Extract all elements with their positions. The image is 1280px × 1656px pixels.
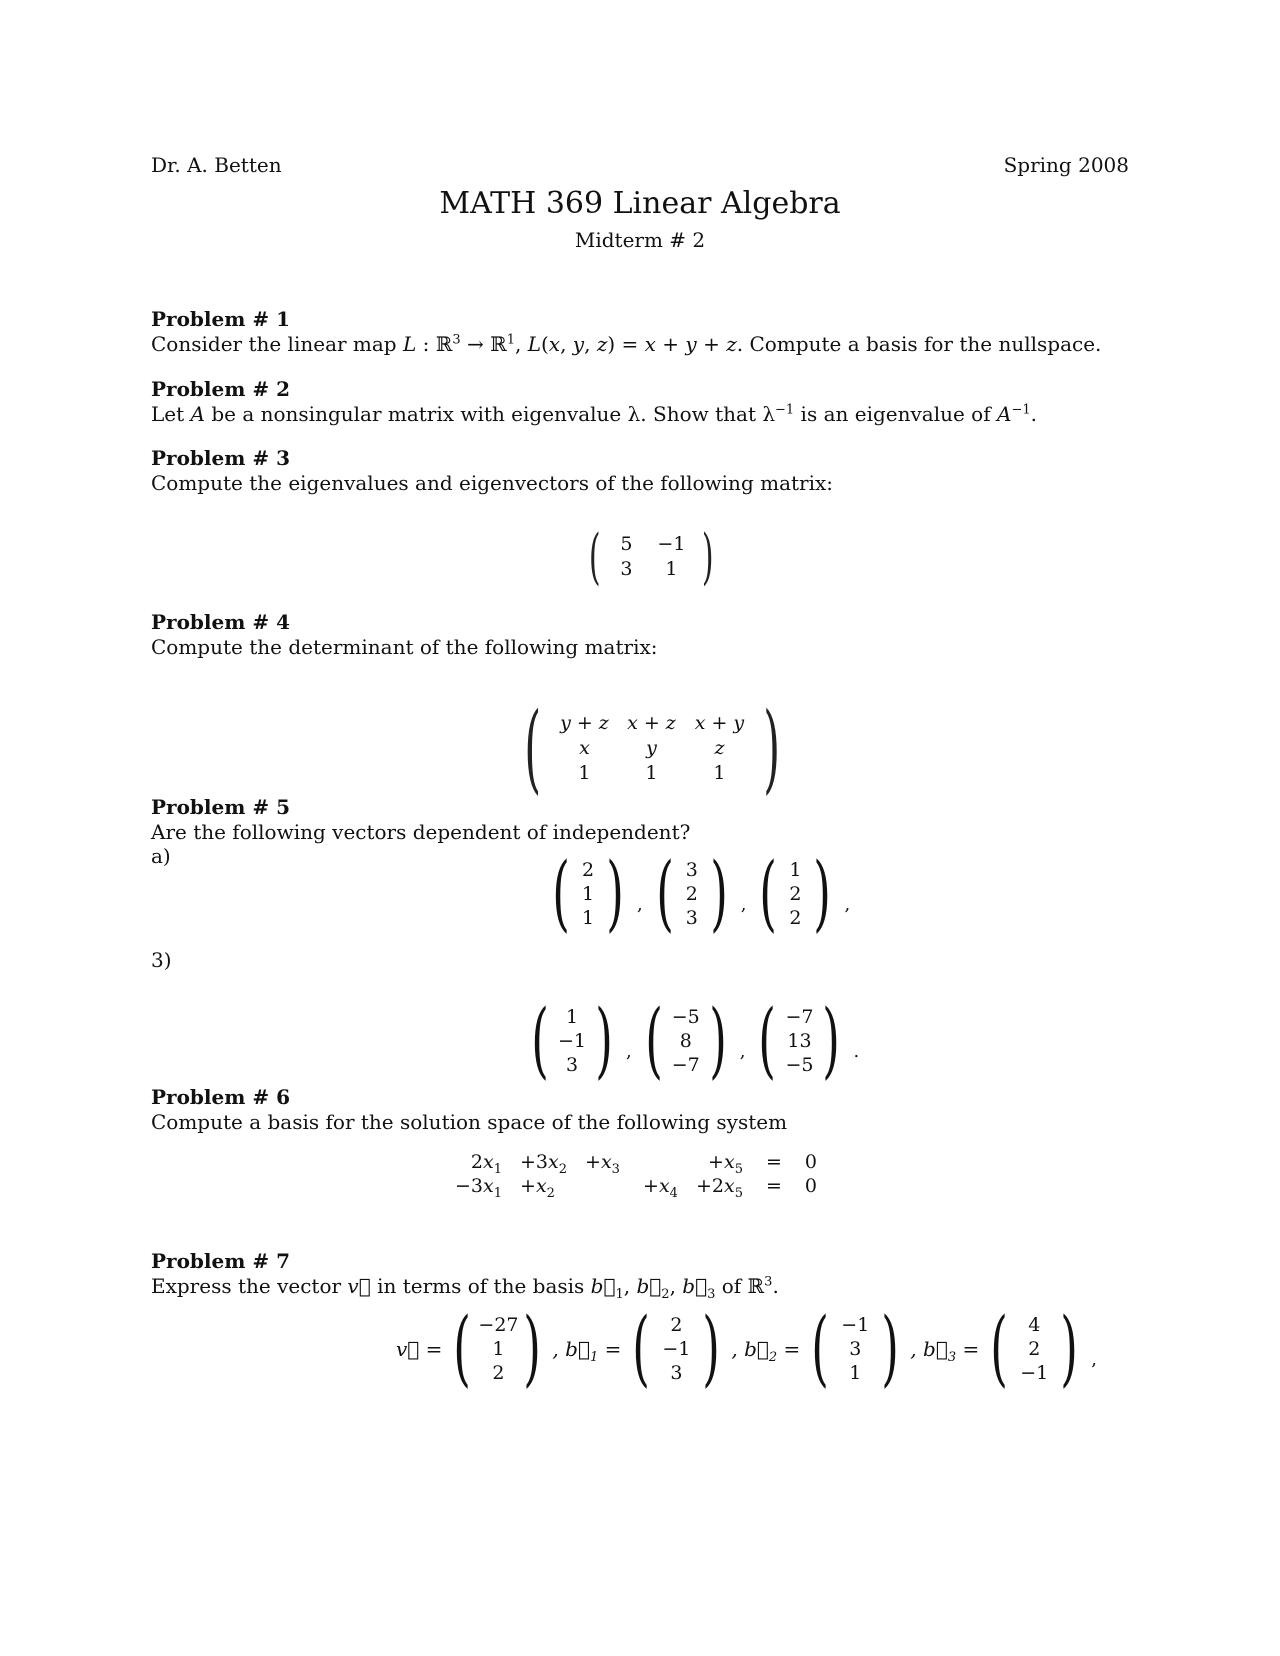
matrix-cell: 3 <box>620 558 633 580</box>
p3-matrix <box>583 522 720 592</box>
p5b-vectors <box>524 993 865 1088</box>
problem-5-text: Are the following vectors dependent of independent? <box>151 820 691 844</box>
column-vector <box>649 846 735 941</box>
rhs: 0 <box>804 1151 817 1173</box>
column-vector <box>545 846 631 941</box>
column-vector <box>751 993 847 1088</box>
vector-entry: 2 <box>581 859 595 881</box>
vector-label-v: v⃗ = <box>396 1337 443 1361</box>
separator: , <box>844 893 851 915</box>
term: $+x_5$ <box>708 1151 743 1177</box>
problem-4-heading: Problem # 4 <box>151 610 290 634</box>
column-vector <box>524 993 620 1088</box>
vector-entry: 1 <box>492 1338 505 1360</box>
right-paren: ) <box>1060 1301 1079 1396</box>
vector-entry: 2 <box>1028 1338 1041 1360</box>
vector-entry: 8 <box>679 1030 692 1052</box>
column-vector <box>638 993 734 1088</box>
left-paren: ( <box>531 993 549 1088</box>
rhs: 0 <box>804 1175 817 1197</box>
column-vector <box>752 846 838 941</box>
left-paren: ( <box>759 846 778 941</box>
left-paren: ( <box>453 1301 472 1396</box>
column-vector <box>804 1301 906 1396</box>
matrix-cell: x + z <box>627 711 676 734</box>
term: $2x_1$ <box>470 1151 503 1177</box>
problem-3-heading: Problem # 3 <box>151 446 290 470</box>
part-a-label: a) <box>151 844 171 868</box>
column-vector <box>983 1301 1085 1396</box>
term: $+x_2$ <box>520 1175 555 1201</box>
vector-label-b2: , $b⃗_2$ = <box>731 1337 801 1365</box>
right-paren: ) <box>523 1301 542 1396</box>
vector-label-b1: , $b⃗_1$ = <box>552 1337 622 1365</box>
left-paren: ( <box>524 692 542 804</box>
vector-entry: 2 <box>492 1362 505 1384</box>
right-paren: ) <box>822 993 841 1088</box>
problem-4-text: Compute the determinant of the following matrix: <box>151 635 658 659</box>
problem-7-text: Express the vector v⃗ in terms of the basis $b⃗_1$, $b⃗_2$, $b⃗_3$ of ℝ$^3$. <box>151 1274 779 1302</box>
vector-entry: 3 <box>685 907 698 929</box>
left-paren: ( <box>644 993 663 1088</box>
equals-sign: = <box>765 1151 782 1173</box>
p7-vectors <box>392 1301 1103 1396</box>
problem-5-heading: Problem # 5 <box>151 795 290 819</box>
term: $+x_4$ <box>643 1175 678 1201</box>
vector-entry: −1 <box>1020 1362 1049 1384</box>
vector-entry: 3 <box>565 1054 579 1076</box>
page-title: MATH 369 Linear Algebra <box>439 186 841 221</box>
left-paren: ( <box>990 1301 1009 1396</box>
problem-2-heading: Problem # 2 <box>151 377 290 401</box>
vector-entry: −5 <box>671 1006 700 1028</box>
left-paren: ( <box>811 1301 830 1396</box>
problem-2-text: Let A be a nonsingular matrix with eigenvalue λ. Show that $\lambda^{-1}$ is an eigenvalue of $A^{-1}$. <box>151 402 1037 426</box>
problem-1-heading: Problem # 1 <box>151 307 290 331</box>
p4-matrix <box>514 692 791 804</box>
term: $-3x_1$ <box>455 1175 503 1201</box>
separator: , <box>1091 1348 1097 1370</box>
right-paren: ) <box>881 1301 900 1396</box>
term: $+2x_5$ <box>695 1175 743 1201</box>
left-paren: ( <box>758 993 777 1088</box>
vector-entry: 1 <box>581 907 595 929</box>
right-paren: ) <box>702 522 714 592</box>
problem-3-text: Compute the eigenvalues and eigenvectors of the following matrix: <box>151 471 834 495</box>
problem-6-heading: Problem # 6 <box>151 1085 290 1109</box>
equation-row <box>446 1150 826 1174</box>
matrix-cell: x <box>579 736 590 759</box>
right-paren: ) <box>763 692 781 804</box>
separator: , <box>626 1040 632 1062</box>
matrix-cell: 1 <box>713 761 726 784</box>
left-paren: ( <box>588 522 601 592</box>
author: Dr. A. Betten <box>151 153 282 177</box>
matrix-cell: 5 <box>620 533 633 555</box>
term <box>576 1174 629 1198</box>
vector-entry: 2 <box>789 907 802 929</box>
column-vector <box>446 1301 548 1396</box>
vector-entry: 1 <box>789 859 802 881</box>
matrix-cell: x + y <box>694 711 745 734</box>
problem-6-text: Compute a basis for the solution space of the following system <box>151 1110 788 1134</box>
vector-entry: 1 <box>581 883 595 905</box>
separator: , <box>739 1040 746 1062</box>
vector-entry: 2 <box>685 883 698 905</box>
linear-system <box>446 1150 826 1201</box>
vector-label-b3: , $b⃗_3$ = <box>910 1337 980 1365</box>
term: $+x_3$ <box>585 1151 620 1177</box>
vector-entry: 1 <box>849 1362 862 1384</box>
separator: , <box>740 893 747 915</box>
matrix-cell: 1 <box>645 761 658 784</box>
term <box>629 1150 687 1174</box>
matrix-cell: y <box>646 736 657 759</box>
right-paren: ) <box>702 1301 721 1396</box>
semester: Spring 2008 <box>1003 153 1129 177</box>
vector-entry: −27 <box>478 1314 519 1336</box>
matrix-cell: y + z <box>560 711 609 734</box>
matrix-cell: 1 <box>578 761 591 784</box>
vector-entry: 13 <box>787 1030 812 1052</box>
left-paren: ( <box>632 1301 651 1396</box>
vector-entry: −1 <box>557 1030 586 1052</box>
vector-entry: −1 <box>841 1314 870 1336</box>
term: $+3x_2$ <box>520 1151 568 1177</box>
problem-1-text: Consider the linear map L : ℝ$^3$ → ℝ$^1$, L(x, y, z) = x + y + z. Compute a basis for the nullspace. <box>151 332 1102 356</box>
separator: , <box>637 893 643 915</box>
vector-entry: 3 <box>849 1338 862 1360</box>
separator: . <box>853 1040 860 1062</box>
vector-entry: 3 <box>685 859 698 881</box>
equals-sign: = <box>765 1175 782 1197</box>
equation-row <box>446 1174 826 1198</box>
left-paren: ( <box>655 846 674 941</box>
page-subtitle: Midterm # 2 <box>574 228 706 252</box>
problem-7-heading: Problem # 7 <box>151 1249 290 1273</box>
right-paren: ) <box>595 993 613 1088</box>
p5a-vectors <box>545 846 856 941</box>
vector-entry: 2 <box>670 1314 683 1336</box>
column-vector <box>625 1301 727 1396</box>
vector-entry: −7 <box>671 1054 700 1076</box>
vector-entry: 4 <box>1028 1314 1041 1336</box>
vector-entry: −5 <box>785 1054 814 1076</box>
right-paren: ) <box>813 846 832 941</box>
left-paren: ( <box>552 846 570 941</box>
right-paren: ) <box>709 846 728 941</box>
matrix-cell: 1 <box>665 558 678 580</box>
vector-entry: −1 <box>662 1338 691 1360</box>
matrix-cell: z <box>714 736 725 759</box>
matrix-cell: −1 <box>657 533 686 555</box>
right-paren: ) <box>708 993 727 1088</box>
vector-entry: 1 <box>565 1006 579 1028</box>
part-b-label: 3) <box>151 948 172 972</box>
right-paren: ) <box>606 846 624 941</box>
vector-entry: 3 <box>670 1362 683 1384</box>
vector-entry: −7 <box>785 1006 814 1028</box>
vector-entry: 2 <box>789 883 802 905</box>
